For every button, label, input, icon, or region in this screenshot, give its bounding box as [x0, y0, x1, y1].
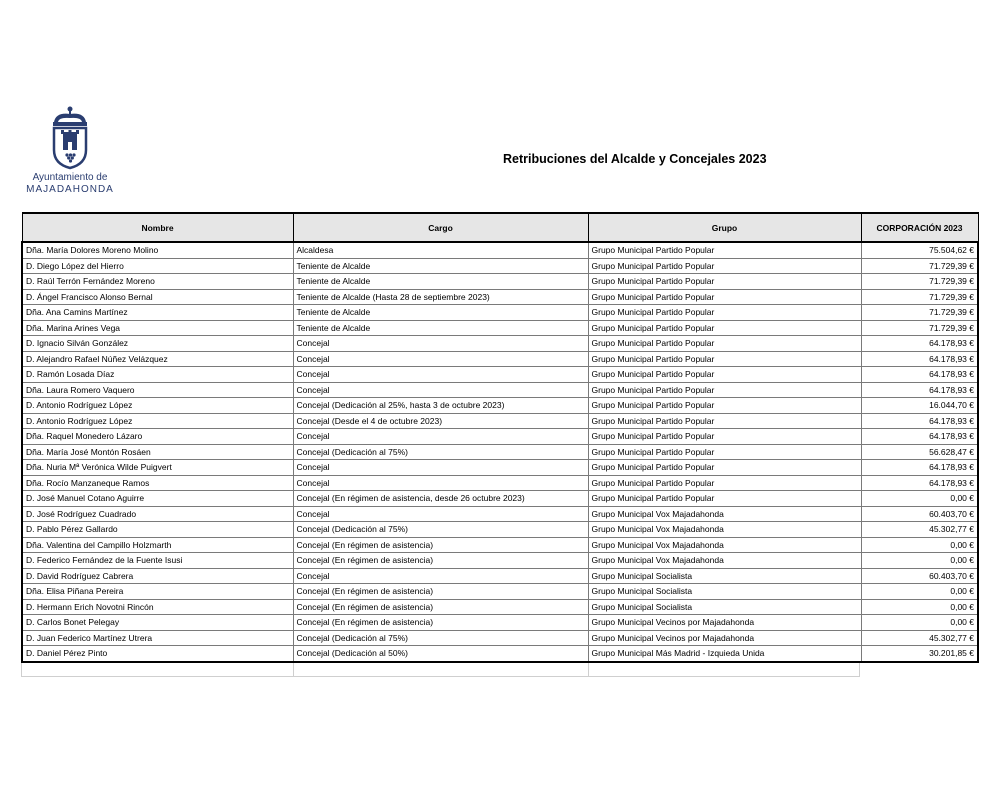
empty-table-row — [21, 663, 860, 677]
corporacion-cell: 71.729,39 € — [861, 289, 978, 305]
table-row — [22, 475, 978, 491]
retribuciones-table — [21, 212, 979, 663]
cargo-cell: Alcaldesa — [293, 242, 588, 258]
table-row — [22, 460, 978, 476]
table-row — [22, 444, 978, 460]
table-row — [22, 398, 978, 414]
city-logo — [22, 106, 118, 195]
cargo-cell: Concejal (Dedicación al 25%, hasta 3 de octubre 2023) — [293, 398, 588, 414]
grupo-cell: Grupo Municipal Más Madrid - Izquieda Unida — [588, 646, 861, 662]
grupo-cell: Grupo Municipal Partido Popular — [588, 382, 861, 398]
corporacion-cell: 71.729,39 € — [861, 274, 978, 290]
table-row — [22, 522, 978, 538]
cargo-cell: Concejal (En régimen de asistencia) — [293, 553, 588, 569]
column-header-cargo: Cargo — [293, 213, 588, 242]
logo-text-line1: Ayuntamiento de — [32, 172, 108, 183]
grupo-cell: Grupo Municipal Socialista — [588, 568, 861, 584]
grupo-cell: Grupo Municipal Socialista — [588, 599, 861, 615]
table-row — [22, 305, 978, 321]
table-row — [22, 584, 978, 600]
cargo-cell: Concejal (En régimen de asistencia) — [293, 584, 588, 600]
corporacion-cell: 60.403,70 € — [861, 568, 978, 584]
cargo-cell: Concejal (Dedicación al 75%) — [293, 630, 588, 646]
corporacion-cell: 0,00 € — [861, 599, 978, 615]
table-row — [22, 599, 978, 615]
nombre-cell: Dña. María Dolores Moreno Molino — [22, 242, 293, 258]
nombre-cell: D. Daniel Pérez Pinto — [22, 646, 293, 662]
corporacion-cell: 75.504,62 € — [861, 242, 978, 258]
nombre-cell: Dña. Nuria Mª Verónica Wilde Puigvert — [22, 460, 293, 476]
grupo-cell: Grupo Municipal Partido Popular — [588, 398, 861, 414]
cargo-cell: Concejal — [293, 351, 588, 367]
grupo-cell: Grupo Municipal Socialista — [588, 584, 861, 600]
grupo-cell: Grupo Municipal Vox Majadahonda — [588, 537, 861, 553]
grupo-cell: Grupo Municipal Vox Majadahonda — [588, 553, 861, 569]
table-row — [22, 320, 978, 336]
corporacion-cell: 64.178,93 € — [861, 336, 978, 352]
nombre-cell: D. Carlos Bonet Pelegay — [22, 615, 293, 631]
cargo-cell: Concejal (Desde el 4 de octubre 2023) — [293, 413, 588, 429]
cargo-cell: Concejal (En régimen de asistencia) — [293, 615, 588, 631]
nombre-cell: D. Alejandro Rafael Núñez Velázquez — [22, 351, 293, 367]
nombre-cell: D. Ángel Francisco Alonso Bernal — [22, 289, 293, 305]
corporacion-cell: 60.403,70 € — [861, 506, 978, 522]
corporacion-cell: 71.729,39 € — [861, 258, 978, 274]
nombre-cell: D. Ignacio Silván González — [22, 336, 293, 352]
nombre-cell: Dña. Marina Arines Vega — [22, 320, 293, 336]
table-row — [22, 274, 978, 290]
grupo-cell: Grupo Municipal Partido Popular — [588, 258, 861, 274]
corporacion-cell: 64.178,93 € — [861, 351, 978, 367]
nombre-cell: D. Juan Federico Martínez Utrera — [22, 630, 293, 646]
cargo-cell: Concejal (Dedicación al 75%) — [293, 522, 588, 538]
cargo-cell: Concejal (En régimen de asistencia) — [293, 599, 588, 615]
cargo-cell: Concejal — [293, 460, 588, 476]
cargo-cell: Concejal — [293, 382, 588, 398]
nombre-cell: Dña. Elisa Piñana Pereira — [22, 584, 293, 600]
table-row — [22, 537, 978, 553]
grupo-cell: Grupo Municipal Partido Popular — [588, 413, 861, 429]
table-row — [22, 382, 978, 398]
cargo-cell: Concejal (Dedicación al 75%) — [293, 444, 588, 460]
table-row — [22, 429, 978, 445]
grupo-cell: Grupo Municipal Partido Popular — [588, 305, 861, 321]
nombre-cell: Dña. Ana Camins Martínez — [22, 305, 293, 321]
corporacion-cell: 0,00 € — [861, 615, 978, 631]
grupo-cell: Grupo Municipal Partido Popular — [588, 460, 861, 476]
corporacion-cell: 0,00 € — [861, 553, 978, 569]
grupo-cell: Grupo Municipal Partido Popular — [588, 491, 861, 507]
cargo-cell: Concejal — [293, 367, 588, 383]
cargo-cell: Concejal — [293, 336, 588, 352]
nombre-cell: D. Pablo Pérez Gallardo — [22, 522, 293, 538]
column-header-grupo: Grupo — [588, 213, 861, 242]
cargo-cell: Concejal — [293, 475, 588, 491]
nombre-cell: Dña. Laura Romero Vaquero — [22, 382, 293, 398]
corporacion-cell: 64.178,93 € — [861, 429, 978, 445]
cargo-cell: Concejal — [293, 506, 588, 522]
column-header-corporacion: CORPORACIÓN 2023 — [861, 213, 978, 242]
coat-of-arms-icon — [48, 106, 92, 170]
cargo-cell: Concejal — [293, 429, 588, 445]
cargo-cell: Teniente de Alcalde — [293, 274, 588, 290]
grupo-cell: Grupo Municipal Vox Majadahonda — [588, 506, 861, 522]
corporacion-cell: 64.178,93 € — [861, 382, 978, 398]
table-row — [22, 336, 978, 352]
nombre-cell: D. Antonio Rodríguez López — [22, 398, 293, 414]
corporacion-cell: 45.302,77 € — [861, 522, 978, 538]
corporacion-cell: 0,00 € — [861, 537, 978, 553]
corporacion-cell: 0,00 € — [861, 491, 978, 507]
grupo-cell: Grupo Municipal Partido Popular — [588, 289, 861, 305]
table-row — [22, 258, 978, 274]
table-row — [22, 491, 978, 507]
corporacion-cell: 64.178,93 € — [861, 460, 978, 476]
table-row — [22, 506, 978, 522]
nombre-cell: D. Ramón Losada Díaz — [22, 367, 293, 383]
cargo-cell: Concejal (En régimen de asistencia) — [293, 537, 588, 553]
grupo-cell: Grupo Municipal Partido Popular — [588, 367, 861, 383]
corporacion-cell: 0,00 € — [861, 584, 978, 600]
table-row — [22, 553, 978, 569]
logo-text-line2: MAJADAHONDA — [26, 184, 114, 195]
grupo-cell: Grupo Municipal Vecinos por Majadahonda — [588, 615, 861, 631]
corporacion-cell: 64.178,93 € — [861, 367, 978, 383]
table-row — [22, 413, 978, 429]
cargo-cell: Teniente de Alcalde — [293, 258, 588, 274]
table-row — [22, 568, 978, 584]
nombre-cell: D. Antonio Rodríguez López — [22, 413, 293, 429]
corporacion-cell: 71.729,39 € — [861, 320, 978, 336]
corporacion-cell: 56.628,47 € — [861, 444, 978, 460]
grupo-cell: Grupo Municipal Partido Popular — [588, 351, 861, 367]
nombre-cell: D. Diego López del Hierro — [22, 258, 293, 274]
table-row — [22, 367, 978, 383]
nombre-cell: D. Federico Fernández de la Fuente Isusi — [22, 553, 293, 569]
table-row — [22, 630, 978, 646]
corporacion-cell: 16.044,70 € — [861, 398, 978, 414]
nombre-cell: Dña. Valentina del Campillo Holzmarth — [22, 537, 293, 553]
corporacion-cell: 30.201,85 € — [861, 646, 978, 662]
cargo-cell: Concejal (En régimen de asistencia, desde 26 octubre 2023) — [293, 491, 588, 507]
table-row — [22, 646, 978, 662]
grupo-cell: Grupo Municipal Partido Popular — [588, 274, 861, 290]
corporacion-cell: 71.729,39 € — [861, 305, 978, 321]
nombre-cell: Dña. Raquel Monedero Lázaro — [22, 429, 293, 445]
grupo-cell: Grupo Municipal Partido Popular — [588, 475, 861, 491]
nombre-cell: Dña. Rocío Manzaneque Ramos — [22, 475, 293, 491]
table-row — [22, 351, 978, 367]
grupo-cell: Grupo Municipal Partido Popular — [588, 242, 861, 258]
table-row — [22, 289, 978, 305]
table-row — [22, 242, 978, 258]
nombre-cell: D. David Rodríguez Cabrera — [22, 568, 293, 584]
grupo-cell: Grupo Municipal Vox Majadahonda — [588, 522, 861, 538]
cargo-cell: Concejal (Dedicación al 50%) — [293, 646, 588, 662]
corporacion-cell: 64.178,93 € — [861, 475, 978, 491]
grupo-cell: Grupo Municipal Partido Popular — [588, 429, 861, 445]
table-header-row — [22, 213, 978, 242]
grupo-cell: Grupo Municipal Partido Popular — [588, 320, 861, 336]
corporacion-cell: 64.178,93 € — [861, 413, 978, 429]
page-title: Retribuciones del Alcalde y Concejales 2023 — [503, 152, 767, 166]
nombre-cell: Dña. María José Montón Rosáen — [22, 444, 293, 460]
cargo-cell: Teniente de Alcalde — [293, 320, 588, 336]
corporacion-cell: 45.302,77 € — [861, 630, 978, 646]
grupo-cell: Grupo Municipal Partido Popular — [588, 444, 861, 460]
column-header-nombre: Nombre — [22, 213, 293, 242]
table-row — [22, 615, 978, 631]
cargo-cell: Teniente de Alcalde — [293, 305, 588, 321]
nombre-cell: D. Raúl Terrón Fernández Moreno — [22, 274, 293, 290]
grupo-cell: Grupo Municipal Partido Popular — [588, 336, 861, 352]
nombre-cell: D. José Rodríguez Cuadrado — [22, 506, 293, 522]
cargo-cell: Teniente de Alcalde (Hasta 28 de septiembre 2023) — [293, 289, 588, 305]
nombre-cell: D. José Manuel Cotano Aguirre — [22, 491, 293, 507]
nombre-cell: D. Hermann Erich Novotni Rincón — [22, 599, 293, 615]
cargo-cell: Concejal — [293, 568, 588, 584]
grupo-cell: Grupo Municipal Vecinos por Majadahonda — [588, 630, 861, 646]
